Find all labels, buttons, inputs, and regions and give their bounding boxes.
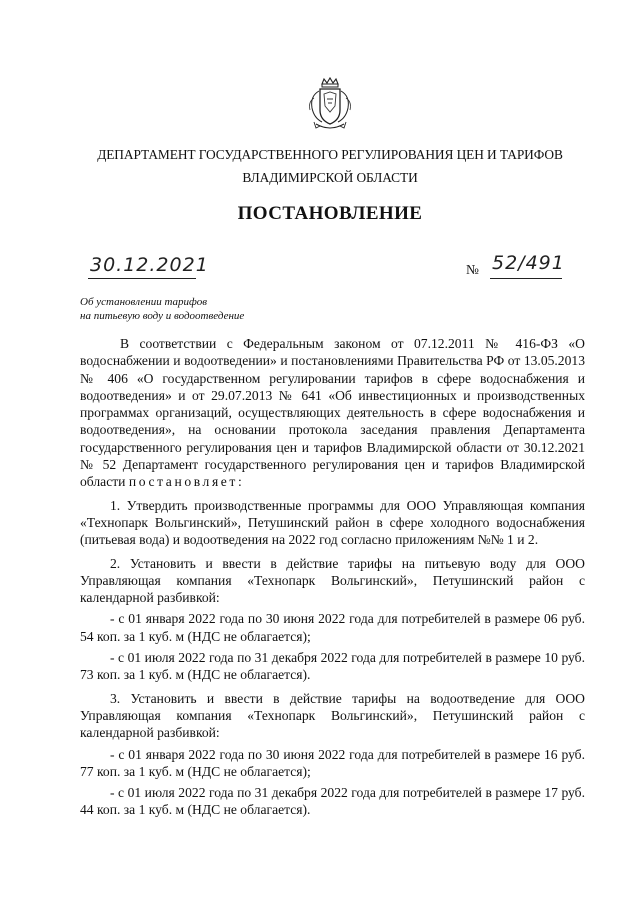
document-body (80, 335, 585, 819)
paragraph-2: 2. Установить и ввести в действие тарифы на питьевую воду для ООО Управляющая компания «Технопарк Вольгинский», Петушинский район с календарной разбивкой: (80, 555, 585, 606)
preamble-text: В соответствии с Федеральным законом от 07.12.2011 № 416-ФЗ «О водоснабжении и водоотведении» и постановлениями Правительства РФ от 13.05.2013 № 406 «О государственном регулировании тарифов в сфере водоснабжения и водоотведения» и от 29.07.2013 № 641 «Об инвестиционных и производственных программах организаций, осуществляющих деятельность в сфере водоснабжения и водоотведения», на основании протокола заседания правления Департамента государственного регулирования цен и тарифов Владимирской области от 30.12.2021 № 52 Департамент государственного регулирования цен и тарифов Владимирской области (80, 336, 585, 490)
department-name: ДЕПАРТАМЕНТ ГОСУДАРСТВЕННОГО РЕГУЛИРОВАНИЯ ЦЕН И ТАРИФОВ (97, 147, 563, 162)
number-underline (490, 278, 562, 279)
paragraph-2a: - с 01 января 2022 года по 30 июня 2022 года для потребителей в размере 06 руб. 54 коп. за 1 куб. м (НДС не облагается); (80, 611, 585, 644)
paragraph-2b: - с 01 июля 2022 года по 31 декабря 2022 года для потребителей в размере 10 руб. 73 коп. за 1 куб. м (НДС не облагается). (80, 650, 585, 683)
document-title: ПОСТАНОВЛЕНИЕ (237, 203, 423, 224)
paragraph-3b: - с 01 июля 2022 года по 31 декабря 2022 года для потребителей в размере 17 руб. 44 коп. за 1 куб. м (НДС не облагается). (80, 785, 585, 818)
subject-line-2: на питьевую воду и водоотведение (80, 310, 245, 322)
department-region: ВЛАДИМИРСКОЙ ОБЛАСТИ (242, 170, 418, 185)
document-date: 30.12.2021 (90, 254, 209, 276)
document-number: 52/491 (492, 252, 565, 274)
paragraph-3a: - с 01 января 2022 года по 30 июня 2022 года для потребителей в размере 16 руб. 77 коп. за 1 куб. м (НДС не облагается); (80, 746, 585, 779)
paragraph-1: 1. Утвердить производственные программы для ООО Управляющая компания «Технопарк Вольгинский», Петушинский район в сфере холодного водоснабжения (питьевая вода) и водоотведения на 2022 год согласно приложениям №№ 1 и 2. (80, 497, 585, 548)
paragraph-3: 3. Установить и ввести в действие тарифы на водоотведение для ООО Управляющая компания «Технопарк Вольгинский», Петушинский район с календарной разбивкой: (80, 690, 585, 741)
subject-line-1: Об установлении тарифов (80, 296, 207, 308)
coat-of-arms-icon (304, 76, 356, 134)
resolves-word: постановляет: (128, 474, 245, 490)
date-underline (88, 278, 196, 279)
number-label: № (466, 262, 479, 277)
preamble-paragraph (80, 335, 585, 491)
document-subject (80, 295, 244, 323)
